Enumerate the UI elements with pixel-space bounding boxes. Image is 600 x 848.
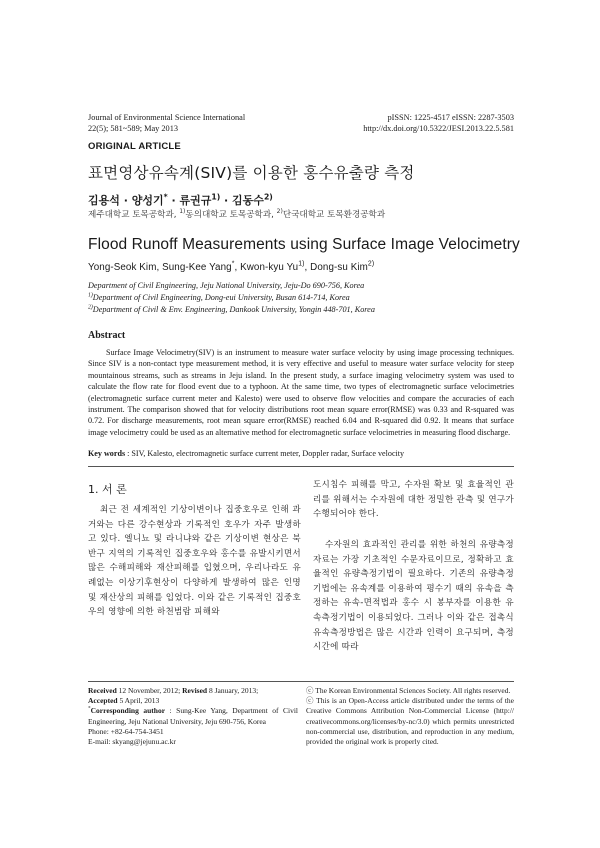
journal-header-right [300, 112, 514, 134]
authors-korean: 김용석 · 양성기* · 류권규$^{1)}$ · 김동수$^{2)}$ [88, 192, 273, 207]
abstract-divider [88, 466, 514, 467]
journal-volume: 22(5); 581~589; May 2013 [88, 124, 178, 133]
article-type: ORIGINAL ARTICLE [88, 141, 181, 152]
affiliations-english: Department of Civil Engineering, Jeju National University, Jeju-Do 690-756, Korea $^{1)}$Department of Civil Engineering, Dong-eui University, Busan 614-714, Korea $^{2)}$Department of Civil & Env. Engineering, Dankook University, Yongin 448-701, Korea [88, 281, 375, 314]
email-link[interactable]: E-mail: skyang@jejunu.ac.kr [88, 737, 176, 747]
intro-paragraph-left: 최근 전 세계적인 기상이변이나 집중호우로 인해 과거와는 다른 강수현상과 기록적인 호우가 자주 발생하고 있다. 엘니뇨 및 라니냐와 같은 기상이변 현상은 북반구 지역의 기록적인 집중호우와 홍수를 유발시키면서 많은 수해피해와 재산피해를 입혔으며, 우리나라도 유례없는 이상기후현상이 다양하게 발생하여 많은 인명 및 재산상의 피해를 입었다. 이와 같은 기록적인 집중호우의 영향에 의한 하천범람 피해와 [88, 505, 301, 618]
copyright: ⓒ The Korean Environmental Sciences Society. All rights reserved. [306, 686, 511, 695]
affiliations-korean: 제주대학교 토목공학과, $^{1)}$동의대학교 토목공학과, $^{2)}$단국대학교 토목환경공학과 [88, 208, 386, 220]
intro-paragraph-right-1: 도시침수 피해를 막고, 수자원 확보 및 효율적인 관리를 위해서는 수자원에 대한 정밀한 관측 및 연구가 수행되어야 한다. [313, 480, 514, 520]
journal-name: Journal of Environmental Science International [88, 113, 246, 122]
title-korean: 표면영상유속계(SIV)를 이용한 홍수유출량 측정 [88, 164, 415, 182]
section-heading-intro: 1. 서 론 [88, 483, 127, 496]
title-english: Flood Runoff Measurements using Surface Image Velocimetry [88, 236, 520, 253]
phone: Phone: +82-64-754-3451 [88, 726, 164, 736]
issn: pISSN: 1225-4517 eISSN: 2287-3503 [387, 113, 514, 122]
open-access-license: ⓒ This is an Open-Access article distributed under the terms of the Creative Commons Attribution Non-Commercial License (http:// creativecommons.org/licenses/by-nc/3.0) which permits unrestricted non-commercial use, distribution, and reproduction in any medium, provided the original work is properly cited. [306, 696, 514, 747]
intro-paragraph-right-2: 수자원의 효과적인 관리를 위한 하천의 유량측정자료는 가장 기초적인 수문자료이므로, 정확하고 효율적인 유량측정기법이 필요하다. 기존의 유량측정기법에는 유속계를 이용하여 평수기 때의 유속을 측정하는 유속-면적법과 홍수 시 봉부자를 이용한 유속측정기법이 이용되었다. 그러나 이와 같은 접촉식 유속측정방법은 많은 시간과 인력이 요구되며, 측정시간에 따라 [313, 540, 514, 653]
doi-link[interactable]: http://dx.doi.org/10.5322/JESI.2013.22.5.581 [363, 124, 514, 133]
keywords: Key words : SIV, Kalesto, electromagnetic surface current meter, Doppler radar, Surface velocity [88, 449, 405, 458]
license-notice [306, 686, 514, 747]
abstract-text: Surface Image Velocimetry(SIV) is an instrument to measure water surface velocity by using image processing techniques. Since SIV is a non-contact type measurement method, it is very effective and useful to measure water surface velocity for steep mountainous streams, such as streams in Jeju island. In the present study, a surface imaging velocimetry system was used to calculate the flow rate for flood event due to a typhoon. At the same time, two types of electromagnetic surface velocimetries (electromagnetic surface current meter and Kalesto) were used to observe flow velocities and compare the accuracies of each instrument. The comparison showed that for velocity distributions root mean square error(RMSE) was 0.33 and R-squared was 0.72. For discharge measurements, root mean square error(RMSE) reached 6.04 and R-squared did 0.92. It means that surface image velocimetry could be used as an alternative method for electromagnetic surface velocimetries in measuring flood discharge. [88, 348, 514, 437]
authors-english: Yong-Seok Kim, Sung-Kee Yang*, Kwon-kyu Yu$^{1)}$, Dong-su Kim$^{2)}$ [88, 260, 375, 273]
abstract-heading: Abstract [88, 330, 126, 341]
article-history: Received 12 November, 2012; Revised 8 January, 2013; Accepted 5 April, 2013 *Corresponding author : Sung-Kee Yang, Department of Civil Engineering, Jeju National University, Jeju 690-756, Korea Phone: +82-64-754-3451 E-mail: skyang@jejunu.ac.kr [88, 686, 298, 747]
footer-divider [88, 681, 514, 682]
